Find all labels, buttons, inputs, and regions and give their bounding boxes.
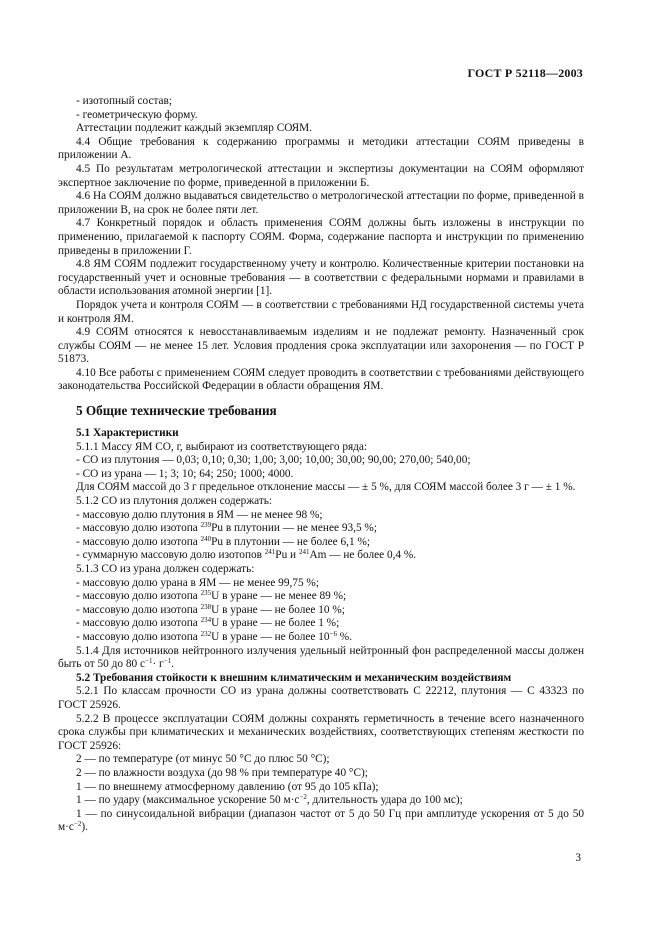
- paragraph-4-10: 4.10 Все работы с применением СОЯМ следует проводить в соответствии с требованиями действующего законодательства Российской Федерации в области обращения ЯМ.: [58, 366, 584, 393]
- superscript: −1: [145, 657, 153, 666]
- text-part: - суммарную массовую долю изотопов: [76, 549, 265, 562]
- list-item-u-masses: - СО из урана — 1; 3; 10; 64; 250; 1000; 4000.: [76, 467, 294, 480]
- list-item-vibration: [58, 808, 584, 835]
- text-part: U в уране — не менее 89 %;: [211, 590, 347, 603]
- paragraph-4-7: 4.7 Конкретный порядок и область применения СОЯМ должны быть изложены в инструкции по применению, прилагаемой к паспорту СОЯМ. Форма, содержание паспорта и инструкции по применению приведены в приложении Г.: [58, 217, 584, 257]
- list-item-shock: [58, 794, 584, 808]
- text-part: - массовую долю изотопа: [76, 617, 201, 630]
- paragraph-isotope-composition: - изотопный состав;: [76, 95, 173, 107]
- text-part: - массовую долю изотопа: [76, 535, 201, 548]
- text-part: Pu в плутонии — не менее 93,5 %;: [211, 522, 377, 535]
- list-item-pu239: [58, 522, 584, 536]
- list-item-u-fraction: - массовую долю урана в ЯМ — не менее 99,75 %;: [76, 576, 319, 589]
- text-part: Am — не более 0,4 %.: [309, 549, 417, 562]
- paragraph-5-1-4: [58, 645, 584, 672]
- list-item-u232: [58, 631, 584, 645]
- text-part: ).: [81, 821, 88, 834]
- text-part: U в уране — не более 10: [211, 630, 330, 643]
- paragraph-4-6: 4.6 На СОЯМ должно выдаваться свидетельство о метрологической аттестации по форме, приведенной в приложении В, на срок не более пяти лет.: [58, 190, 584, 216]
- section-5-title: 5 Общие технические требования: [76, 403, 277, 419]
- text-part: - массовую долю изотопа: [76, 590, 201, 603]
- paragraph-5-1-2: 5.1.2 СО из плутония должен содержать:: [76, 495, 273, 508]
- paragraph-geometric-shape: - геометрическую форму.: [76, 108, 198, 121]
- list-item-temperature: 2 — по температуре (от минус 50 °С до плюс 50 °С);: [76, 753, 330, 766]
- paragraph-mass-tolerance: Для СОЯМ массой до 3 г предельное отклонение массы — ± 5 %, для СОЯМ массой более 3 г — ± 1 %.: [76, 481, 576, 494]
- text-part: .: [171, 658, 174, 671]
- text-part: 5.1.4 Для источников нейтронного излучения удельный нейтронный фон распределенной массы должен быть от 50 до 80 с: [58, 644, 584, 671]
- subsection-5-1-title: 5.1 Характеристики: [76, 427, 179, 440]
- list-item-u238: [58, 604, 584, 618]
- text-part: , длительность удара до 100 мс);: [306, 794, 463, 807]
- superscript: 235: [200, 589, 212, 598]
- list-item-u234: [58, 617, 584, 631]
- paragraph-attestation-each: Аттестации подлежит каждый экземпляр СОЯМ.: [76, 122, 313, 135]
- list-item-pu-masses: - СО из плутония — 0,03; 0,10; 0,30; 1,00; 3,00; 10,00; 30,00; 90,00; 270,00; 540,00;: [76, 454, 471, 467]
- paragraph-5-1-1: 5.1.1 Массу ЯМ СО, г, выбирают из соответствующего ряда:: [76, 440, 368, 453]
- paragraph-accounting-order: Порядок учета и контроля СОЯМ — в соответствии с требованиями НД государственной системы учета и контроля ЯМ.: [58, 298, 584, 325]
- standard-code-header: ГОСТ Р 52118—2003: [467, 66, 583, 80]
- paragraph-5-1-3: 5.1.3 СО из урана должен содержать:: [76, 563, 255, 575]
- subsection-5-2-title: 5.2 Требования стойкости к внешним климатическим и механическим воздействиям: [76, 671, 512, 684]
- list-item-pu241-am241: [58, 549, 584, 563]
- superscript: 241: [298, 548, 310, 557]
- list-item-humidity: 2 — по влажности воздуха (до 98 % при температуре 40 °С);: [76, 766, 368, 779]
- text-part: U в уране — не более 1 %;: [211, 617, 340, 630]
- paragraph-5-2-2: 5.2.2 В процессе эксплуатации СОЯМ должны сохранять герметичность в течение всего назначенного срока службы при климатических и механических воздействиях, соответствующих степеням жесткости по ГОСТ 25926:: [58, 712, 584, 752]
- superscript: 240: [200, 534, 212, 543]
- text-part: - массовую долю изотопа: [76, 603, 201, 616]
- superscript: 232: [200, 629, 212, 638]
- superscript: 234: [200, 616, 212, 625]
- superscript: −2: [73, 820, 82, 829]
- superscript: 239: [200, 521, 212, 530]
- superscript: −1: [163, 657, 172, 666]
- document-body: [58, 95, 584, 835]
- text-part: U в уране — не более 10 %;: [211, 603, 345, 616]
- paragraph-4-4: 4.4 Общие требования к содержанию программы и методики аттестации СОЯМ приведены в приложении А.: [58, 135, 584, 162]
- text-part: · г: [152, 658, 164, 671]
- paragraph-4-8: 4.8 ЯМ СОЯМ подлежит государственному учету и контролю. Количественные критерии постановки на государственный учет и основные требования — в соответствии с федеральными нормами и правилами в области использования атомной энергии [1].: [58, 258, 584, 298]
- text-part: Pu и: [275, 549, 299, 562]
- page-number: 3: [575, 852, 581, 864]
- text-part: - массовую долю изотопа: [76, 522, 201, 535]
- superscript: −2: [299, 793, 307, 802]
- paragraph-4-5: 4.5 По результатам метрологической аттестации и экспертизы документации на СОЯМ оформляют экспертное заключение по форме, приведенной в приложении Б.: [58, 162, 584, 189]
- list-item-pressure: 1 — по внешнему атмосферному давлению (от 95 до 105 кПа);: [76, 780, 379, 793]
- list-item-pu-fraction: - массовую долю плутония в ЯМ — не менее 98 %;: [76, 508, 323, 521]
- superscript: 241: [264, 548, 276, 557]
- superscript: −6: [329, 629, 337, 638]
- list-item-u235: [58, 590, 584, 604]
- text-part: %.: [336, 630, 353, 643]
- paragraph-4-9: 4.9 СОЯМ относятся к невосстанавливаемым изделиям и не подлежат ремонту. Назначенный срок службы СОЯМ — не менее 15 лет. Условия продления срока эксплуатации или захоронения — по ГОСТ Р 51873.: [58, 326, 584, 366]
- text-part: Pu в плутонии — не более 6,1 %;: [211, 535, 371, 548]
- paragraph-5-2-1: 5.2.1 По классам прочности СО из урана должны соответствовать С 22212, плутония — С 43323 по ГОСТ 25926.: [58, 685, 584, 711]
- text-part: 1 — по синусоидальной вибрации (диапазон частот от 5 до 50 Гц при амплитуде ускорения от 5 до 50 м·с: [58, 807, 584, 834]
- list-item-pu240: [58, 536, 584, 550]
- text-part: 1 — по удару (максимальное ускорение 50 м·с: [76, 794, 300, 807]
- superscript: 238: [200, 602, 212, 611]
- text-part: - массовую долю изотопа: [76, 630, 201, 643]
